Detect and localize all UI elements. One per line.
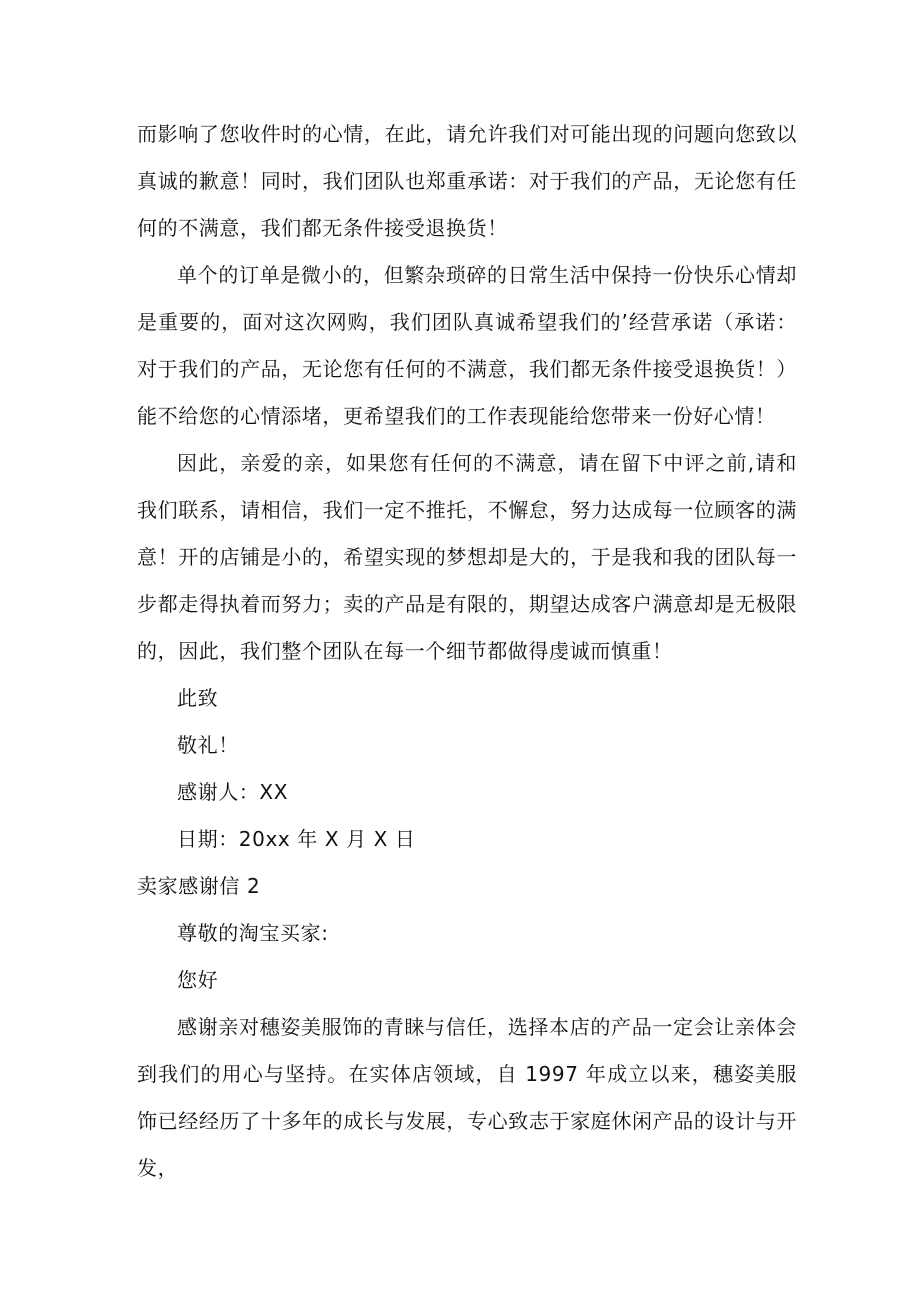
letter2-greeting: 您好 [177,968,219,992]
thanker-line: 感谢人：XX [177,780,289,804]
closing-line-2: 敬礼！ [177,733,239,757]
section-title: 卖家感谢信 2 [137,874,261,898]
letter2-body: 感谢亲对穗姿美服饰的青睐与信任，选择本店的产品一定会让亲体会到我们的用心与坚持。在实体店领域，自 1997 年成立以来，穗姿美服饰已经经历了十多年的成长与发展，专心致志于家庭休闲产品的设计与开发， [137,1015,797,1180]
document-page [137,111,797,1192]
closing-line-1: 此致 [177,686,219,710]
paragraph-apology: 而影响了您收件时的心情，在此，请允许我们对可能出现的问题向您致以真诚的歉意！同时，我们团队也郑重承诺：对于我们的产品，无论您有任何的不满意，我们都无条件接受退换货！ [137,122,797,240]
paragraph-contact: 因此，亲爱的亲，如果您有任何的不满意，请在留下中评之前,请和我们联系，请相信，我们一定不推托，不懈怠，努力达成每一位顾客的满意！开的店铺是小的，希望实现的梦想却是大的，于是我和我的团队每一步都走得执着而努力；卖的产品是有限的，期望达成客户满意却是无极限的，因此，我们整个团队在每一个细节都做得虔诚而慎重！ [137,451,797,663]
date-line: 日期：20xx 年 X 月 X 日 [177,827,416,851]
letter2-salutation: 尊敬的淘宝买家: [177,921,329,945]
paragraph-promise: 单个的订单是微小的，但繁杂琐碎的日常生活中保持一份快乐心情却是重要的，面对这次网购，我们团队真诚希望我们的’经营承诺（承诺：对于我们的产品，无论您有任何的不满意，我们都无条件接受退换货！）能不给您的心情添堵，更希望我们的工作表现能给您带来一份好心情！ [137,263,797,428]
